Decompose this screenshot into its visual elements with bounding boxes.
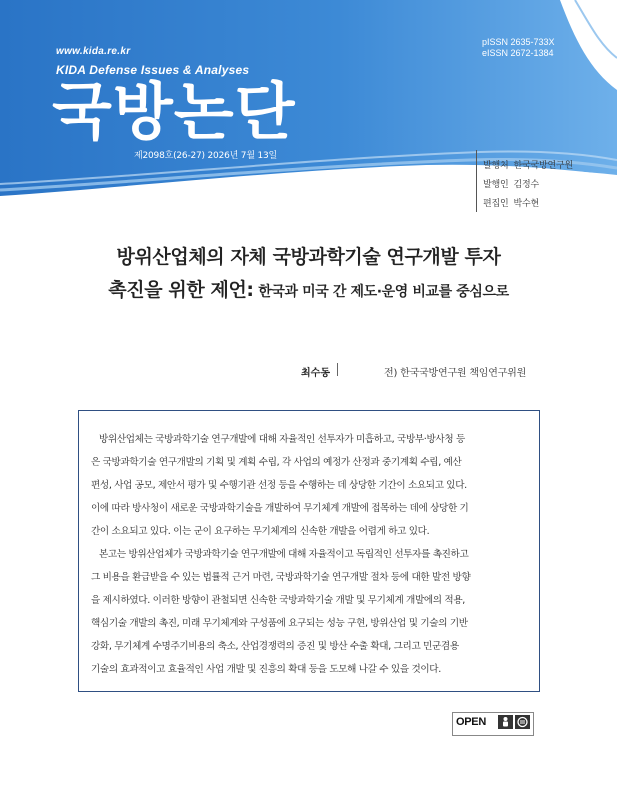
no-change-icon-glyph xyxy=(515,715,530,729)
issn-block xyxy=(482,37,555,59)
abstract-line: 방위산업체는 국방과학기술 연구개발에 대해 자율적인 선투자가 미흡하고, 국방부·방사청 등 xyxy=(99,434,465,445)
publisher-value: 한국국방연구원 xyxy=(513,161,573,171)
pissn-text: pISSN 2635-733X xyxy=(482,37,555,47)
person-icon xyxy=(498,715,513,729)
abstract-box xyxy=(78,410,540,692)
publisher-value: 박수현 xyxy=(513,199,539,209)
author-affiliation: 전) 한국국방연구원 책임연구위원 xyxy=(384,368,527,379)
abstract-line: 그 비용을 환급받을 수 있는 법률적 근거 마련, 국방과학기술 연구개발 절차 등에 대한 발전 방향 xyxy=(91,572,471,583)
open-license-badge[interactable] xyxy=(452,712,534,736)
site-url: www.kida.re.kr xyxy=(56,46,131,57)
abstract-line: 이에 따라 방사청이 새로운 국방과학기술을 개발하여 무기체계 개발에 접목하는 데에 상당한 기 xyxy=(91,503,469,514)
article-title-main: 촉진을 위한 제언: xyxy=(108,279,254,301)
abstract-line: 핵심기술 개발의 촉진, 미래 무기체계와 구성품에 요구되는 성능 구현, 방위산업 및 기술의 기반 xyxy=(91,618,468,629)
publisher-box xyxy=(476,150,607,212)
author-name: 최수동 xyxy=(301,368,330,379)
publisher-value: 김정수 xyxy=(513,180,539,190)
publisher-row xyxy=(483,177,539,190)
publisher-row xyxy=(483,196,539,209)
publisher-row xyxy=(483,158,573,171)
publisher-key: 편집인 xyxy=(483,199,509,209)
series-title: KIDA Defense Issues & Analyses xyxy=(56,63,250,77)
article-title-line1: 방위산업체의 자체 국방과학기술 연구개발 투자 xyxy=(116,246,501,268)
abstract-line: 을 제시하였다. 이러한 방향이 관철되면 신속한 국방과학기술 개발 및 무기체계 개발에의 적용, xyxy=(91,595,465,606)
article-subtitle: 한국과 미국 간 제도·운영 비교를 중심으로 xyxy=(258,284,509,300)
abstract-line: 기술의 효과적이고 효율적인 사업 개발 및 진흥의 확대 등을 도모해 나갈 수 있을 것이다. xyxy=(91,664,441,675)
abstract-line: 강화, 무기체계 수명주기비용의 축소, 산업경쟁력의 증진 및 방산 수출 확대, 그리고 민군겸용 xyxy=(91,641,459,652)
publisher-key: 발행처 xyxy=(483,161,509,171)
publisher-key: 발행인 xyxy=(483,180,509,190)
article-title-line2 xyxy=(0,275,617,302)
abstract-line: 간이 소요되고 있다. 이는 군이 요구하는 무기체계의 신속한 개발을 어렵게 하고 있다. xyxy=(91,526,430,537)
abstract-line: 은 국방과학기술 연구개발의 기획 및 계획 수립, 각 사업의 예정가 산정과 중기계획 수립, 예산 xyxy=(91,457,462,468)
no-change-icon xyxy=(515,715,530,729)
abstract-line: 본고는 방위산업체가 국방과학기술 연구개발에 대해 자율적이고 독립적인 선투자를 촉진하고 xyxy=(99,549,469,560)
eissn-text: eISSN 2672-1384 xyxy=(482,48,554,58)
brand-title: 국방논단 xyxy=(52,75,296,148)
author-divider xyxy=(337,363,338,376)
open-badge-label: OPEN xyxy=(456,716,486,728)
abstract-line: 편성, 사업 공모, 제안서 평가 및 수행기관 선정 등을 수행하는 데 상당한 기간이 소요되고 있다. xyxy=(91,480,467,491)
person-icon-glyph xyxy=(498,715,513,729)
issue-info: 제2098호(26-27) 2026년 7월 13일 xyxy=(134,151,278,161)
